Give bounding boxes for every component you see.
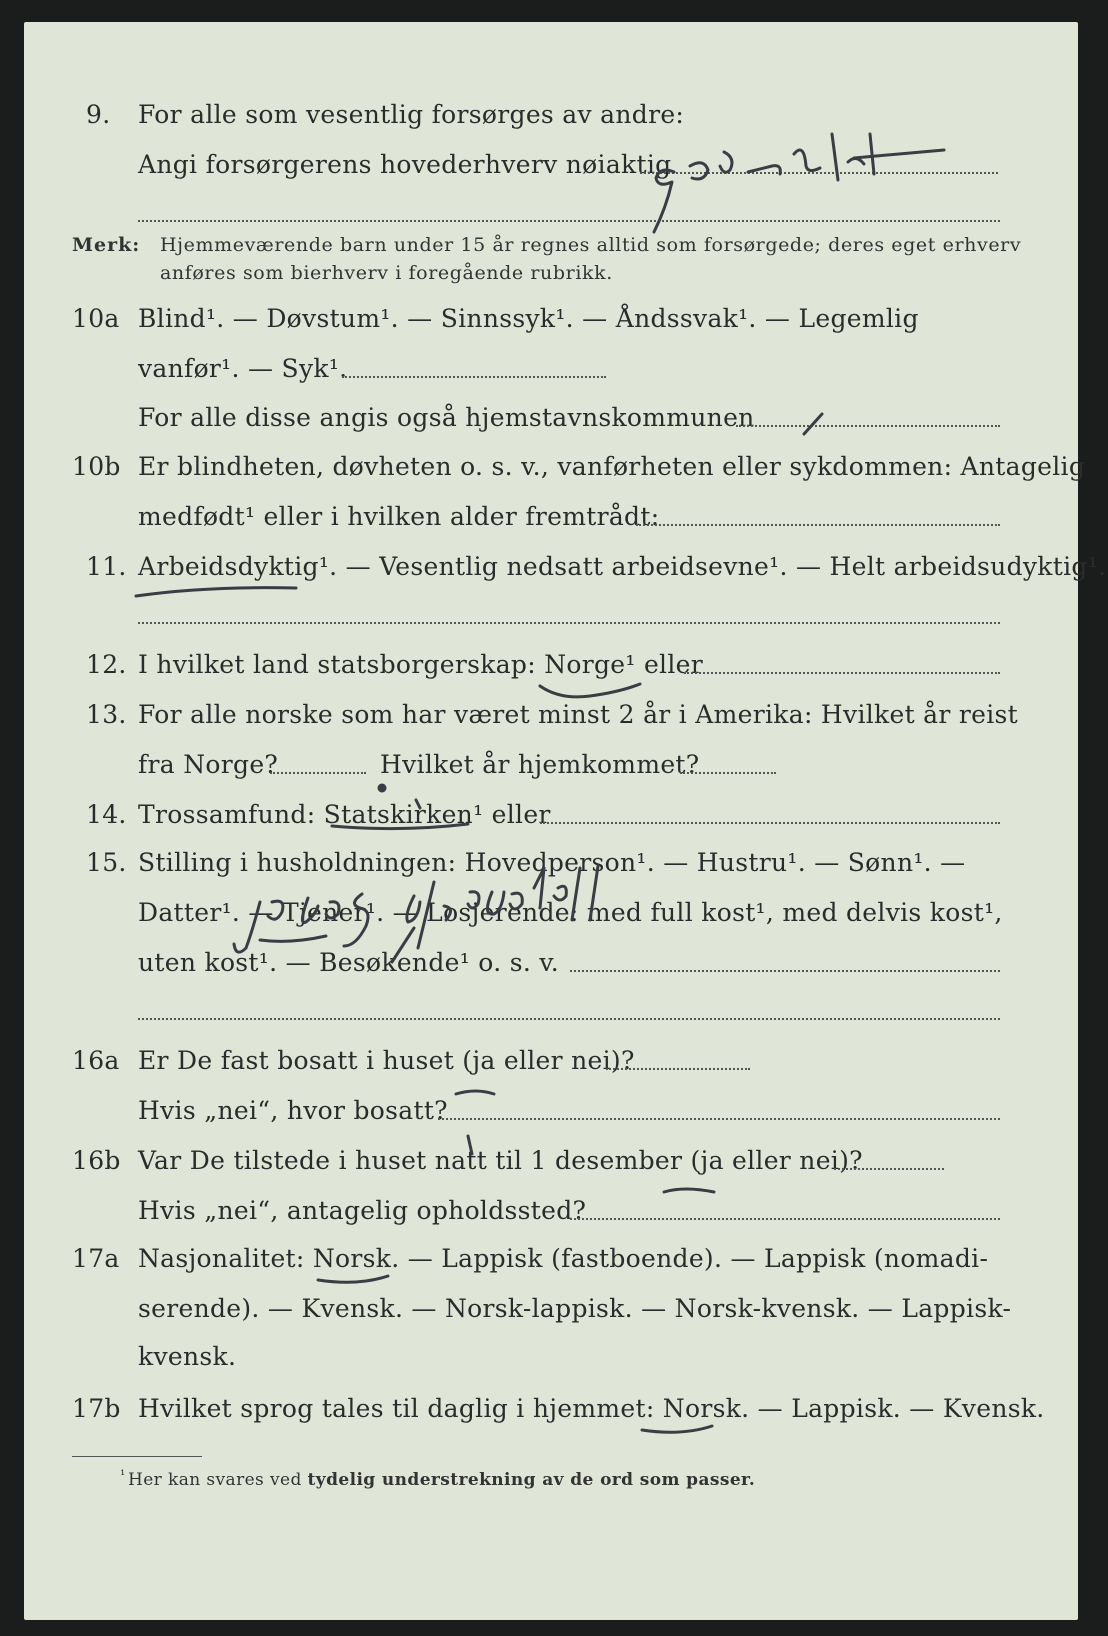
- q15-text-2: Datter¹. — Tjener¹. — Losjerende: med full kost¹, med delvis kost¹,: [138, 898, 1003, 927]
- q10a-text-2: vanfør¹. — Syk¹.: [138, 354, 348, 383]
- q17b-underline: [642, 1426, 712, 1432]
- q10a-slash-mark: [804, 414, 822, 434]
- q14-number: 14.: [86, 800, 127, 829]
- merk-label: Merk:: [72, 234, 141, 256]
- footnote-text-bold: tydelig understrekning av de ord som passer.: [307, 1470, 756, 1490]
- q11-number: 11.: [86, 552, 127, 581]
- handwriting-layer: [24, 22, 1078, 1620]
- q17a-underline: [318, 1276, 388, 1282]
- q17a-text-3: kvensk.: [138, 1342, 237, 1371]
- q15-text-1: Stilling i husholdningen: Hovedperson¹. — Hustru¹. — Sønn¹. —: [138, 848, 966, 877]
- q13-text-2a: fra Norge?: [138, 750, 279, 779]
- q9-text-1: For alle som vesentlig forsørges av andre:: [138, 100, 685, 129]
- q13-text-1: For alle norske som har været minst 2 år i Amerika: Hvilket år reist: [138, 700, 1019, 729]
- q11-underline: [136, 588, 296, 596]
- q11-text-1: Arbeidsdyktig¹. — Vesentlig nedsatt arbeidsevne¹. — Helt arbeidsudyktig¹.: [138, 552, 1107, 581]
- q16b-tick: [468, 1136, 472, 1154]
- q10a-text-1: Blind¹. — Døvstum¹. — Sinnssyk¹. — Åndssvak¹. — Legemlig: [138, 304, 919, 333]
- q10a-number: 10a: [72, 304, 120, 333]
- q10a-text-3: For alle disse angis også hjemstavnskommunen: [138, 403, 755, 432]
- q10b-text-2: medfødt¹ eller i hvilken alder fremtrådt:: [138, 502, 660, 531]
- q17b-text-1: Hvilket sprog tales til daglig i hjemmet: Norsk. — Lappisk. — Kvensk.: [138, 1394, 1045, 1423]
- merk-text-1: Hjemmeværende barn under 15 år regnes alltid som forsørgede; deres eget erhverv: [160, 234, 1022, 256]
- q15-text-3: uten kost¹. — Besøkende¹ o. s. v.: [138, 948, 560, 977]
- q9-number: 9.: [86, 100, 111, 129]
- q17b-number: 17b: [72, 1394, 121, 1423]
- q16b-text-2: Hvis „nei“, antagelig opholdssted?: [138, 1196, 587, 1225]
- q16a-text-1: Er De fast bosatt i huset (ja eller nei)?: [138, 1046, 635, 1075]
- q17a-text-2: serende). — Kvensk. — Norsk-lappisk. — Norsk-kvensk. — Lappisk-: [138, 1294, 1012, 1323]
- q15-strike: [392, 928, 414, 962]
- q17a-text-1: Nasjonalitet: Norsk. — Lappisk (fastboende). — Lappisk (nomadi-: [138, 1244, 989, 1273]
- q16b-number: 16b: [72, 1146, 121, 1175]
- q16a-underline: [456, 1091, 494, 1094]
- census-form-page: [24, 22, 1107, 1620]
- q15-handwritten-answer: [234, 866, 598, 952]
- footnote-text-plain: Her kan svares ved: [128, 1470, 302, 1490]
- q10b-number: 10b: [72, 452, 121, 481]
- q15-underline: [260, 936, 326, 941]
- q15-number: 15.: [86, 848, 127, 877]
- q9-handwritten-answer: [654, 134, 944, 232]
- q16b-underline: [664, 1189, 714, 1192]
- q12-number: 12.: [86, 650, 127, 679]
- q16a-text-2: Hvis „nei“, hvor bosatt?: [138, 1096, 448, 1125]
- q13-number: 13.: [86, 700, 127, 729]
- q13-dot: [379, 785, 385, 791]
- q16b-text-1: Var De tilstede i huset natt til 1 desember (ja eller nei)?: [138, 1146, 863, 1175]
- q16a-number: 16a: [72, 1046, 120, 1075]
- footnote-mark: ¹: [120, 1468, 126, 1483]
- q14-underline: [332, 800, 468, 829]
- merk-text-2: anføres som bierhverv i foregående rubrikk.: [160, 262, 613, 284]
- q9-text-2: Angi forsørgerens hovederhverv nøiaktig: [138, 150, 672, 179]
- q14-text-1: Trossamfund: Statskirken¹ eller: [138, 800, 551, 829]
- q12-text-1: I hvilket land statsborgerskap: Norge¹ eller: [138, 650, 703, 679]
- q13-text-2b: Hvilket år hjemkommet?: [380, 750, 700, 779]
- q10b-text-1: Er blindheten, døvheten o. s. v., vanførheten eller sykdommen: Antagelig: [138, 452, 1086, 481]
- q17a-number: 17a: [72, 1244, 120, 1273]
- q12-underline: [540, 684, 640, 697]
